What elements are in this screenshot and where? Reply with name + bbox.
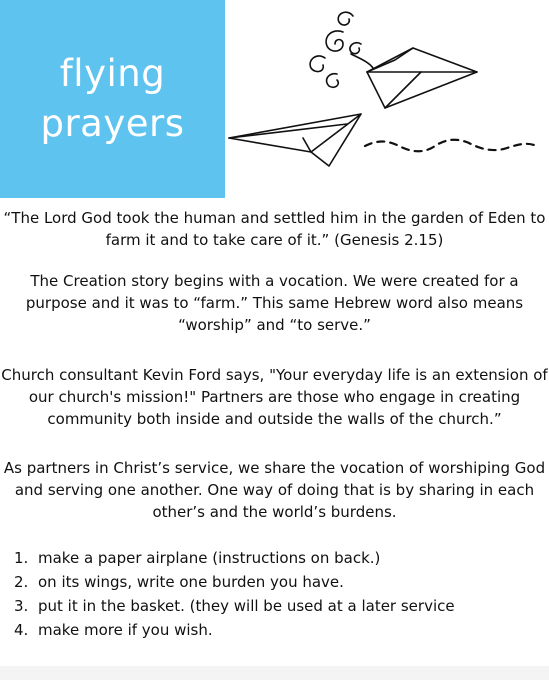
step-number: 2. — [14, 573, 29, 591]
step-text: on its wings, write one burden you have. — [38, 573, 344, 591]
step-text: make a paper airplane (instructions on back.) — [38, 549, 381, 567]
partners-line-1: As partners in Christ’s service, we share the vocation of worshiping God — [3, 459, 546, 477]
title-line-1: flying — [59, 52, 166, 95]
partners-paragraph — [0, 457, 549, 523]
step-text: make more if you wish. — [38, 621, 213, 639]
list-item — [14, 570, 455, 594]
instructions-list — [14, 546, 455, 642]
quote-line-1: “The Lord God took the human and settled him in the garden of Eden to — [3, 209, 546, 227]
creation-line-2: purpose and it was to “farm.” This same Hebrew word also means — [25, 294, 524, 312]
step-number: 3. — [14, 597, 29, 615]
consultant-line-2: our church's mission!" Partners are those who engage in creating — [28, 388, 521, 406]
list-item — [14, 618, 455, 642]
consultant-line-3: community both inside and outside the walls of the church.” — [47, 410, 502, 428]
paper-airplanes-icon — [225, 0, 549, 198]
consultant-paragraph — [0, 364, 549, 430]
title-box — [0, 0, 225, 198]
list-item — [14, 594, 455, 618]
step-number: 4. — [14, 621, 29, 639]
title-line-2: prayers — [40, 102, 185, 145]
bottom-strip — [0, 666, 549, 680]
consultant-line-1: Church consultant Kevin Ford says, "Your everyday life is an extension of — [1, 366, 548, 384]
creation-line-3: “worship” and “to serve.” — [178, 316, 371, 334]
creation-line-1: The Creation story begins with a vocation. We were created for a — [30, 272, 519, 290]
creation-paragraph — [0, 270, 549, 336]
partners-line-3: other’s and the world’s burdens. — [152, 503, 397, 521]
list-item — [14, 546, 455, 570]
quote-line-2: farm it and to take care of it.” (Genesis 2.15) — [105, 231, 444, 249]
step-text: put it in the basket. (they will be used at a later service — [38, 597, 455, 615]
step-number: 1. — [14, 549, 29, 567]
quote-paragraph — [0, 207, 549, 251]
partners-line-2: and serving one another. One way of doing that is by sharing in each — [14, 481, 535, 499]
